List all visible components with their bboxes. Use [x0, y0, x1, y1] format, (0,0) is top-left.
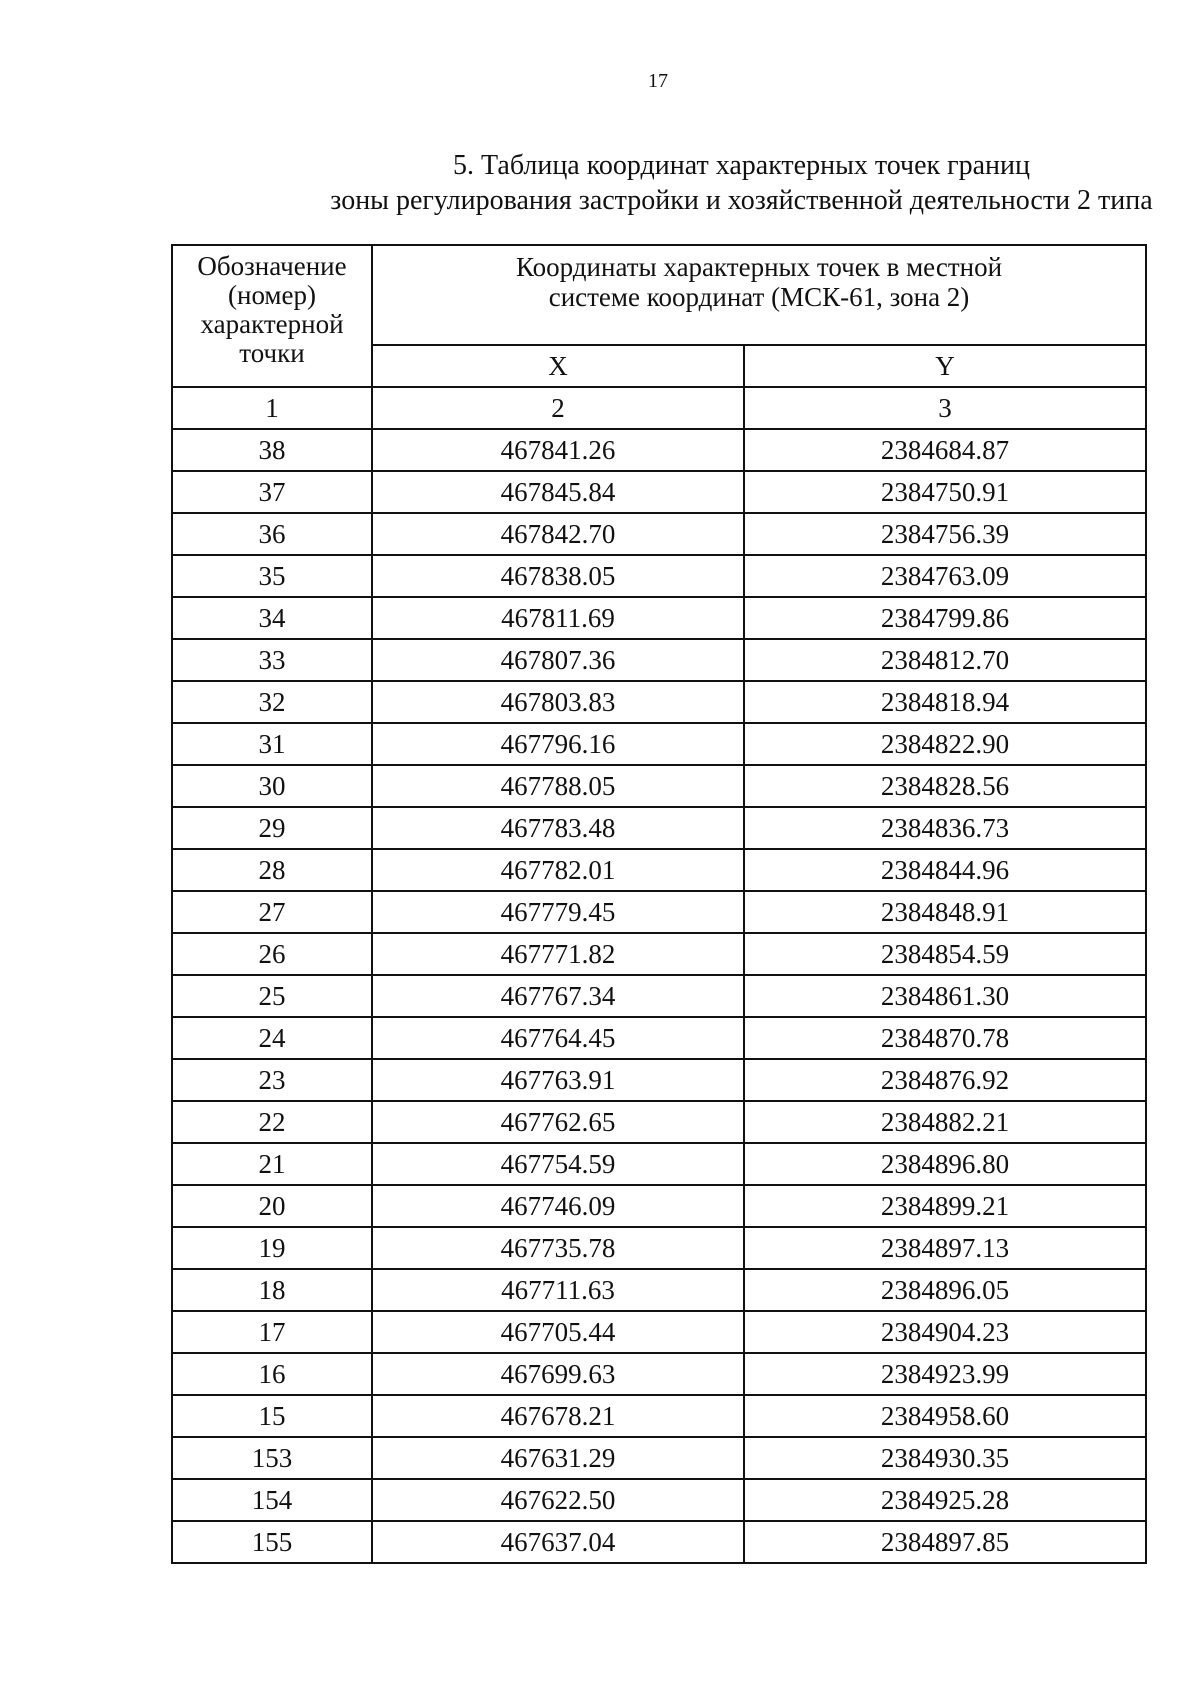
y-coordinate-cell: 2384848.91	[744, 891, 1146, 933]
y-coordinate-cell: 2384896.80	[744, 1143, 1146, 1185]
header-point-designation: Обозначение (номер) характерной точки	[172, 245, 372, 387]
coordinates-table	[171, 244, 1147, 1564]
point-number-cell: 155	[172, 1521, 372, 1563]
point-number-cell: 19	[172, 1227, 372, 1269]
x-coordinate-cell: 467631.29	[372, 1437, 744, 1479]
document-title-line-1: 5. Таблица координат характерных точек границ	[452, 150, 1031, 181]
table-row	[172, 1101, 1146, 1143]
x-coordinate-cell: 467838.05	[372, 555, 744, 597]
point-number-cell: 34	[172, 597, 372, 639]
table-row	[172, 1311, 1146, 1353]
table-row	[172, 555, 1146, 597]
x-coordinate-cell: 467842.70	[372, 513, 744, 555]
x-coordinate-cell: 467779.45	[372, 891, 744, 933]
y-coordinate-cell: 2384930.35	[744, 1437, 1146, 1479]
point-number-cell: 37	[172, 471, 372, 513]
x-coordinate-cell: 467811.69	[372, 597, 744, 639]
point-number-cell: 21	[172, 1143, 372, 1185]
y-coordinate-cell: 2384684.87	[744, 429, 1146, 471]
y-coordinate-cell: 2384923.99	[744, 1353, 1146, 1395]
header-y: Y	[744, 345, 1146, 387]
point-number-cell: 25	[172, 975, 372, 1017]
point-number-cell: 18	[172, 1269, 372, 1311]
point-number-cell: 29	[172, 807, 372, 849]
point-number-cell: 32	[172, 681, 372, 723]
x-coordinate-cell: 467796.16	[372, 723, 744, 765]
y-coordinate-cell: 2384882.21	[744, 1101, 1146, 1143]
table-row	[172, 933, 1146, 975]
point-number-cell: 17	[172, 1311, 372, 1353]
table-row	[172, 1269, 1146, 1311]
table-header-row	[172, 245, 1146, 345]
y-coordinate-cell: 2384756.39	[744, 513, 1146, 555]
x-coordinate-cell: 467845.84	[372, 471, 744, 513]
point-number-cell: 31	[172, 723, 372, 765]
y-coordinate-cell: 2384812.70	[744, 639, 1146, 681]
y-coordinate-cell: 2384958.60	[744, 1395, 1146, 1437]
point-number-cell: 30	[172, 765, 372, 807]
y-coordinate-cell: 2384899.21	[744, 1185, 1146, 1227]
x-coordinate-cell: 467764.45	[372, 1017, 744, 1059]
x-coordinate-cell: 467782.01	[372, 849, 744, 891]
point-number-cell: 22	[172, 1101, 372, 1143]
y-coordinate-cell: 2384828.56	[744, 765, 1146, 807]
column-number-2: 2	[372, 387, 744, 429]
x-coordinate-cell: 467807.36	[372, 639, 744, 681]
table-row	[172, 1353, 1146, 1395]
table-row	[172, 807, 1146, 849]
column-number-3: 3	[744, 387, 1146, 429]
y-coordinate-cell: 2384904.23	[744, 1311, 1146, 1353]
header-x: X	[372, 345, 744, 387]
page-number: 17	[648, 70, 668, 92]
table-row	[172, 1437, 1146, 1479]
point-number-cell: 38	[172, 429, 372, 471]
column-number-1: 1	[172, 387, 372, 429]
point-number-cell: 15	[172, 1395, 372, 1437]
point-number-cell: 16	[172, 1353, 372, 1395]
point-number-cell: 27	[172, 891, 372, 933]
y-coordinate-cell: 2384844.96	[744, 849, 1146, 891]
column-numbers-row	[172, 387, 1146, 429]
table-body	[172, 429, 1146, 1563]
x-coordinate-cell: 467783.48	[372, 807, 744, 849]
y-coordinate-cell: 2384763.09	[744, 555, 1146, 597]
y-coordinate-cell: 2384870.78	[744, 1017, 1146, 1059]
y-coordinate-cell: 2384854.59	[744, 933, 1146, 975]
table-row	[172, 891, 1146, 933]
point-number-cell: 35	[172, 555, 372, 597]
table-row	[172, 429, 1146, 471]
x-coordinate-cell: 467746.09	[372, 1185, 744, 1227]
x-coordinate-cell: 467699.63	[372, 1353, 744, 1395]
point-number-cell: 23	[172, 1059, 372, 1101]
point-number-cell: 24	[172, 1017, 372, 1059]
x-coordinate-cell: 467771.82	[372, 933, 744, 975]
table-row	[172, 1017, 1146, 1059]
y-coordinate-cell: 2384897.13	[744, 1227, 1146, 1269]
table-row	[172, 1479, 1146, 1521]
point-number-cell: 28	[172, 849, 372, 891]
y-coordinate-cell: 2384818.94	[744, 681, 1146, 723]
x-coordinate-cell: 467762.65	[372, 1101, 744, 1143]
x-coordinate-cell: 467767.34	[372, 975, 744, 1017]
document-title	[170, 148, 1200, 218]
table-row	[172, 723, 1146, 765]
x-coordinate-cell: 467841.26	[372, 429, 744, 471]
header-coordinates-line-2: системе координат (МСК-61, зона 2)	[548, 282, 970, 312]
table-row	[172, 1395, 1146, 1437]
header-coordinates	[372, 245, 1146, 345]
y-coordinate-cell: 2384925.28	[744, 1479, 1146, 1521]
point-number-cell: 20	[172, 1185, 372, 1227]
header-coordinates-line-1: Координаты характерных точек в местной	[516, 252, 1003, 282]
x-coordinate-cell: 467705.44	[372, 1311, 744, 1353]
table-row	[172, 1227, 1146, 1269]
point-number-cell: 26	[172, 933, 372, 975]
x-coordinate-cell: 467763.91	[372, 1059, 744, 1101]
y-coordinate-cell: 2384799.86	[744, 597, 1146, 639]
point-number-cell: 153	[172, 1437, 372, 1479]
x-coordinate-cell: 467803.83	[372, 681, 744, 723]
y-coordinate-cell: 2384750.91	[744, 471, 1146, 513]
x-coordinate-cell: 467788.05	[372, 765, 744, 807]
point-number-cell: 36	[172, 513, 372, 555]
table-row	[172, 1059, 1146, 1101]
table-row	[172, 639, 1146, 681]
y-coordinate-cell: 2384861.30	[744, 975, 1146, 1017]
document-title-line-2: зоны регулирования застройки и хозяйственной деятельности 2 типа	[330, 185, 1153, 216]
table-row	[172, 975, 1146, 1017]
point-number-cell: 33	[172, 639, 372, 681]
x-coordinate-cell: 467637.04	[372, 1521, 744, 1563]
y-coordinate-cell: 2384897.85	[744, 1521, 1146, 1563]
point-number-cell: 154	[172, 1479, 372, 1521]
table-row	[172, 513, 1146, 555]
table-row	[172, 1521, 1146, 1563]
y-coordinate-cell: 2384822.90	[744, 723, 1146, 765]
x-coordinate-cell: 467754.59	[372, 1143, 744, 1185]
table-row	[172, 597, 1146, 639]
x-coordinate-cell: 467735.78	[372, 1227, 744, 1269]
x-coordinate-cell: 467678.21	[372, 1395, 744, 1437]
y-coordinate-cell: 2384896.05	[744, 1269, 1146, 1311]
x-coordinate-cell: 467622.50	[372, 1479, 744, 1521]
table-row	[172, 849, 1146, 891]
y-coordinate-cell: 2384876.92	[744, 1059, 1146, 1101]
y-coordinate-cell: 2384836.73	[744, 807, 1146, 849]
table-row	[172, 471, 1146, 513]
table-row	[172, 681, 1146, 723]
table-row	[172, 1185, 1146, 1227]
table-row	[172, 1143, 1146, 1185]
x-coordinate-cell: 467711.63	[372, 1269, 744, 1311]
table-row	[172, 765, 1146, 807]
